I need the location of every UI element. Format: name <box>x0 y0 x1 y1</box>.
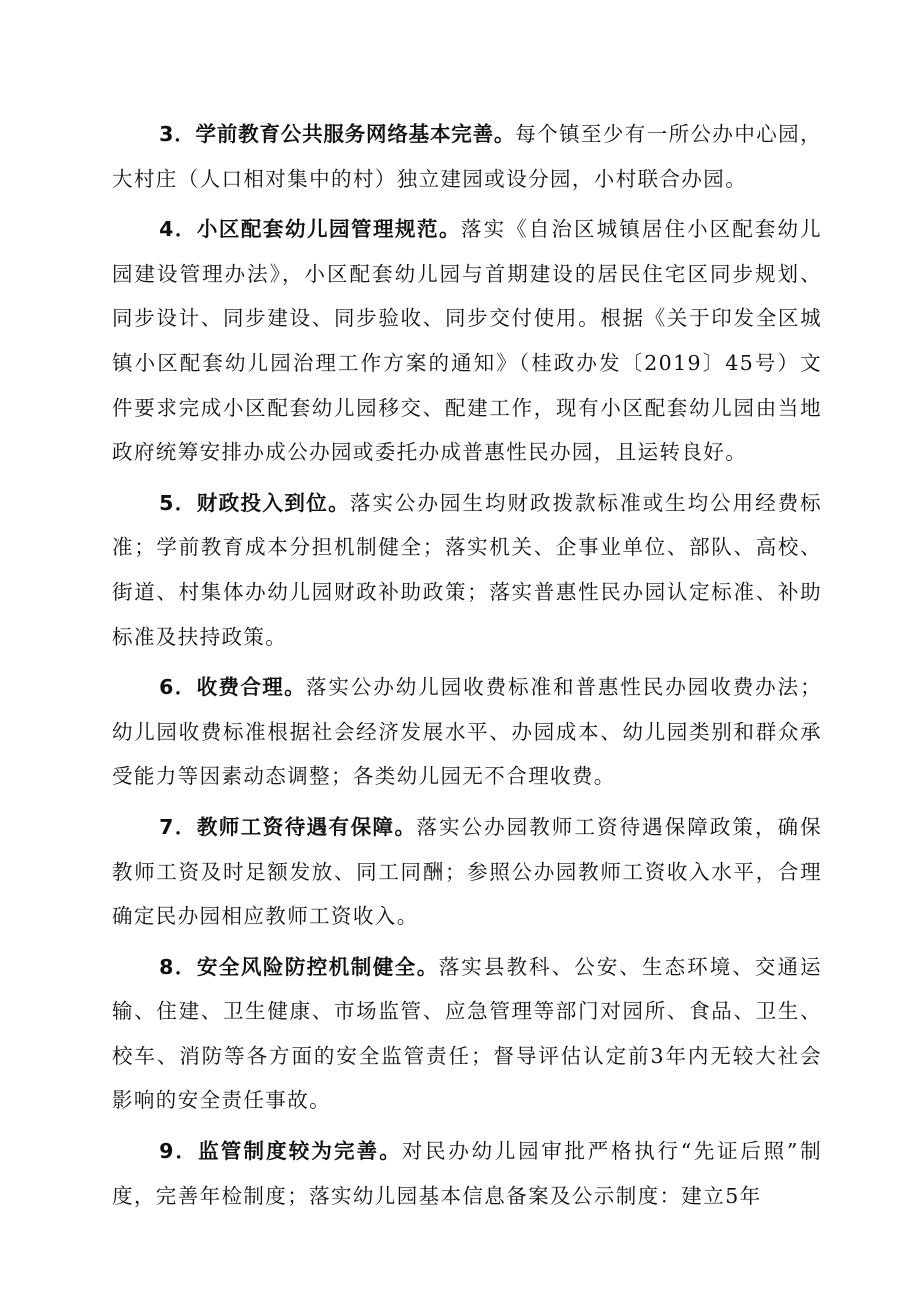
paragraph-body: 每个镇至少有一所公办中心园，大村庄（人口相对集中的村）独立建园或设分园，小村联合办园。 <box>112 122 822 191</box>
paragraph-heading: 3．学前教育公共服务网络基本完善。 <box>159 122 516 146</box>
paragraph-item-3 <box>112 112 822 201</box>
paragraph-item-8 <box>112 945 822 1123</box>
paragraph-item-6 <box>112 665 822 799</box>
paragraph-item-4 <box>112 207 822 475</box>
paragraph-heading: 8．安全风险防控机制健全。 <box>159 954 439 979</box>
paragraph-item-9 <box>112 1129 822 1218</box>
document-page <box>112 112 822 1224</box>
paragraph-body: 落实公办幼儿园收费标准和普惠性民办园收费办法；幼儿园收费标准根据社会经济发展水平、办园成本、幼儿园类别和群众承受能力等因素动态调整；各类幼儿园无不合理收费。 <box>112 675 822 789</box>
paragraph-item-5 <box>112 481 822 659</box>
paragraph-body: 落实公办园教师工资待遇保障政策，确保教师工资及时足额发放、同工同酬；参照公办园教师工资收入水平，合理确定民办园相应教师工资收入。 <box>112 814 822 929</box>
paragraph-body: 落实县教科、公安、生态环境、交通运输、住建、卫生健康、市场监管、应急管理等部门对园所、食品、卫生、校车、消防等各方面的安全监管责任；督导评估认定前3年内无较大社会影响的安全责任事故。 <box>112 954 822 1113</box>
paragraph-heading: 9．监管制度较为完善。 <box>159 1139 402 1164</box>
paragraph-body: 对民办幼儿园审批严格执行“先证后照”制度，完善年检制度；落实幼儿园基本信息备案及公示制度：建立5年 <box>112 1139 822 1208</box>
paragraph-heading: 5．财政投入到位。 <box>159 490 351 515</box>
paragraph-heading: 4．小区配套幼儿园管理规范。 <box>159 217 461 242</box>
paragraph-body: 落实公办园生均财政拨款标准或生均公用经费标准；学前教育成本分担机制健全；落实机关、企事业单位、部队、高校、街道、村集体办幼儿园财政补助政策；落实普惠性民办园认定标准、补助标准及扶持政策。 <box>112 490 822 649</box>
paragraph-body: 落实《自治区城镇居住小区配套幼儿园建设管理办法》，小区配套幼儿园与首期建设的居民住宅区同步规划、同步设计、同步建设、同步验收、同步交付使用。根据《关于印发全区城镇小区配套幼儿园治理工作方案的通知》（桂政办发〔2019〕45号）文件要求完成小区配套幼儿园移交、配建工作，现有小区配套幼儿园由当地政府统筹安排办成公办园或委托办成普惠性民办园，且运转良好。 <box>112 217 822 465</box>
paragraph-heading: 6．收费合理。 <box>159 675 306 700</box>
paragraph-item-7 <box>112 805 822 939</box>
paragraph-heading: 7．教师工资待遇有保障。 <box>159 814 417 839</box>
